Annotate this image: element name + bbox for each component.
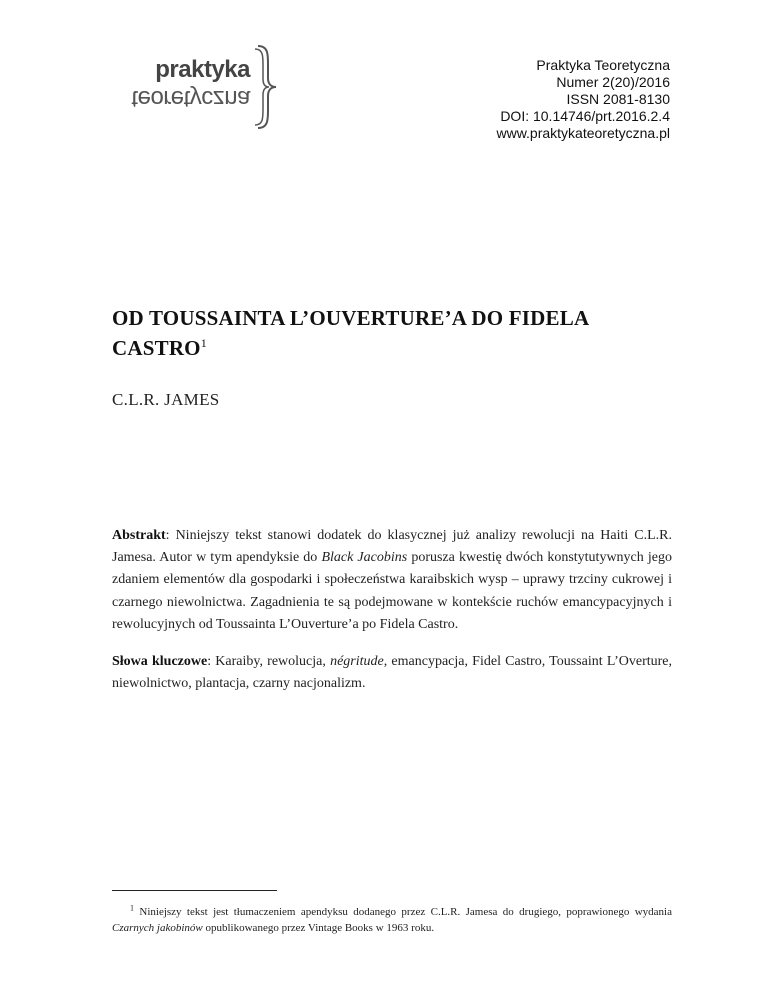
journal-metadata bbox=[496, 57, 670, 142]
article-title-text: OD TOUSSAINTA L’OUVERTURE’A DO FIDELA CASTRO bbox=[112, 306, 589, 360]
abstract-book-title: Black Jacobins bbox=[321, 550, 408, 566]
logo-word-teoretyczna: teoretyczna bbox=[131, 85, 250, 112]
keywords-term: négritude bbox=[330, 654, 384, 669]
abstract bbox=[112, 525, 672, 636]
keywords bbox=[112, 651, 672, 695]
footnote-divider bbox=[112, 890, 277, 891]
issue-number: Numer 2(20)/2016 bbox=[556, 74, 670, 90]
doi: DOI: 10.14746/prt.2016.2.4 bbox=[500, 108, 670, 124]
footnote-book-title: Czarnych jakobinów bbox=[112, 922, 203, 934]
journal-name: Praktyka Teoretyczna bbox=[536, 57, 670, 73]
keywords-text-2: , emancypacja, Fidel Castro, Toussaint L’Overture, niewolnictwo, plantacja, czarny nacjonalizm. bbox=[112, 654, 672, 692]
website-link[interactable]: www.praktykateoretyczna.pl bbox=[496, 125, 670, 141]
footnote-number: 1 bbox=[130, 903, 134, 913]
author-name: C.L.R. JAMES bbox=[112, 390, 220, 409]
journal-logo bbox=[88, 44, 278, 130]
issn: ISSN 2081-8130 bbox=[566, 91, 670, 107]
abstract-text-1: : Niniejszy tekst stanowi dodatek do klasycznej już analizy rewolucji na Haiti C.L.R. Jamesa. Autor w tym apendyksie do bbox=[112, 528, 672, 566]
abstract-text-2: porusza kwestię dwóch konstytutywnych jego zdaniem elementów dla gospodarki i społeczeństwa karaibskich wysp – uprawy trzciny cukrowej i czarnego niewolnictwa. Zagadnienia te są podejmowane w kontekście ruchów emancypacyjnych i rewolucyjnych od Toussainta L’Ouverture’a po Fidela Castro. bbox=[112, 550, 672, 632]
logo-word-praktyka: praktyka bbox=[155, 56, 250, 83]
footnote-text-1: Niniejszy tekst jest tłumaczeniem apendyksu dodanego przez C.L.R. Jamesa do drugiego, poprawionego wydania bbox=[134, 906, 672, 918]
title-footnote-ref[interactable]: 1 bbox=[200, 336, 207, 350]
keywords-label: Słowa kluczowe bbox=[112, 654, 208, 669]
abstract-label: Abstrakt bbox=[112, 528, 166, 543]
footnote bbox=[112, 904, 672, 936]
logo-bracket-icon bbox=[254, 44, 278, 130]
footnote-text-2: opublikowanego przez Vintage Books w 1963 roku. bbox=[202, 922, 435, 934]
article-title bbox=[112, 303, 672, 363]
keywords-text-1: : Karaiby, rewolucja, bbox=[207, 654, 331, 669]
